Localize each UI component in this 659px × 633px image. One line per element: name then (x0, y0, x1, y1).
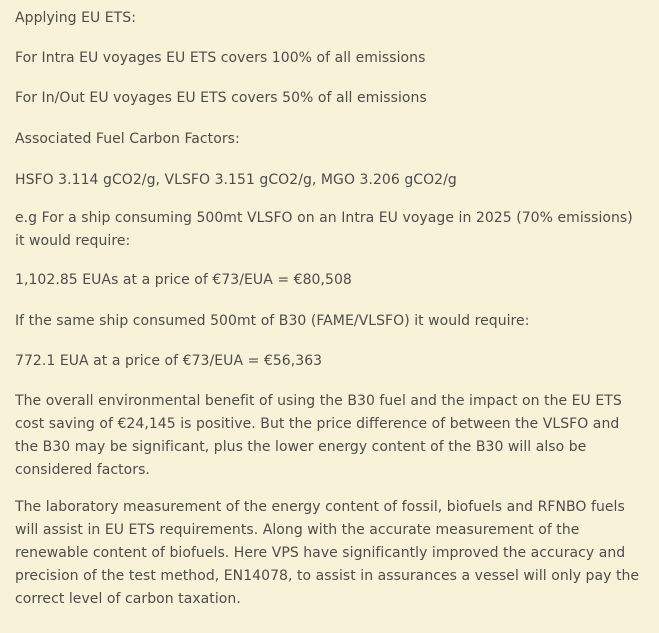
intra-eu-coverage-text: For Intra EU voyages EU ETS covers 100% of all emissions (15, 50, 426, 66)
carbon-factors-heading: Associated Fuel Carbon Factors: (15, 131, 240, 147)
b30-example-text: If the same ship consumed 500mt of B30 (FAME/VLSFO) it would require: (15, 313, 530, 329)
vlsfo-example-text: e.g For a ship consuming 500mt VLSFO on an Intra EU voyage in 2025 (70% emissions) it would require: (15, 210, 633, 249)
vlsfo-euas-calculation: 1,102.85 EUAs at a price of €73/EUA = €80,508 (15, 272, 352, 288)
in-out-eu-coverage-text: For In/Out EU voyages EU ETS covers 50% of all emissions (15, 90, 427, 106)
laboratory-measurement-paragraph: The laboratory measurement of the energy content of fossil, biofuels and RFNBO fuels will assist in EU ETS requirements. Along with the accurate measurement of the renewable content of biofuels. Here VPS have significantly improved the accuracy and precision of the test method, EN14078, to assist in assurances a vessel will only pay the correct level of carbon taxation. (15, 499, 640, 607)
environmental-benefit-paragraph: The overall environmental benefit of using the B30 fuel and the impact on the EU ETS cost saving of €24,145 is positive. But the price difference of between the VLSFO and the B30 may be significant, plus the lower energy content of the B30 will also be considered factors. (15, 393, 622, 478)
carbon-factors-values: HSFO 3.114 gCO2/g, VLSFO 3.151 gCO2/g, MGO 3.206 gCO2/g (15, 172, 457, 188)
b30-euas-calculation: 772.1 EUA at a price of €73/EUA = €56,363 (15, 353, 323, 369)
section-heading-applying-eu-ets: Applying EU ETS: (15, 10, 136, 26)
